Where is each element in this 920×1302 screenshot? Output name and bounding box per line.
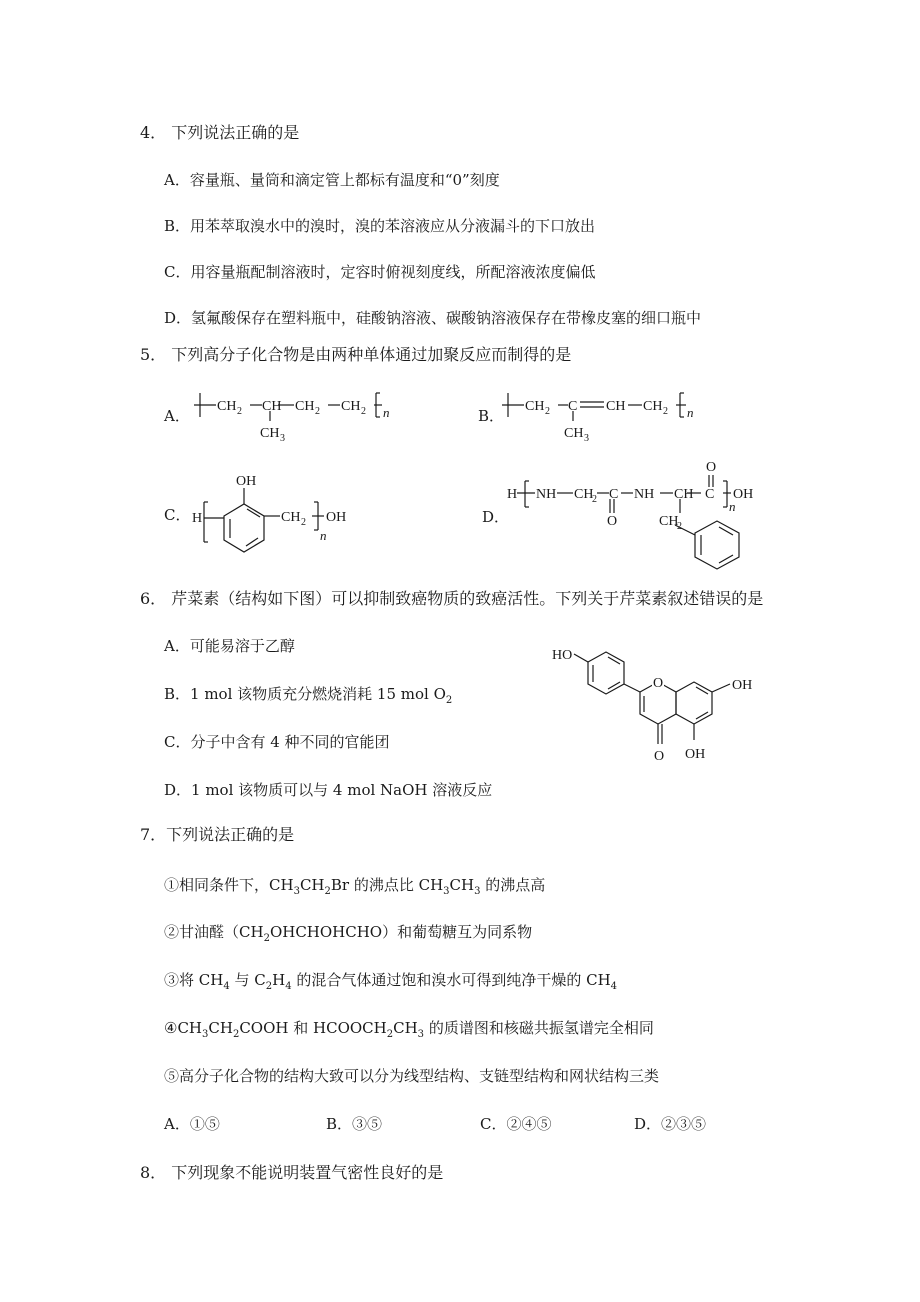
d-nh-2: NH	[634, 487, 655, 502]
q7-stem: 7．下列说法正确的是	[140, 825, 295, 844]
d-c-1: C	[609, 487, 619, 502]
apigenin-structure	[548, 640, 768, 770]
q5-label-c: C．	[164, 506, 191, 524]
b-c: C	[568, 399, 578, 414]
d-sub-1: 2	[592, 494, 597, 505]
b-ch2-2: CH	[643, 399, 663, 414]
q7-choice-b: B．③⑤	[326, 1115, 383, 1133]
b-sub-1: 2	[545, 406, 550, 417]
q5-stem: 5． 下列高分子化合物是由两种单体通过加聚反应而制得的是	[140, 345, 572, 364]
a-ch2-3: CH	[341, 399, 361, 414]
c-n: n	[320, 528, 327, 543]
apigenin-oh-2: OH	[685, 747, 706, 762]
apigenin-oh-1: OH	[732, 678, 753, 693]
d-sub-2: 2	[677, 521, 682, 532]
c-h: H	[192, 511, 203, 526]
q6-option-b: B．1 mol 该物质充分燃烧消耗 15 mol $O_2$	[164, 685, 453, 706]
q5-label-d: D．	[482, 508, 510, 526]
q5-label-b: B．	[478, 407, 505, 425]
d-ch2-2: CH	[659, 514, 679, 529]
q5-structure-c	[190, 468, 370, 558]
a-sub-2: 2	[315, 406, 320, 417]
q6-option-c: C．分子中含有 4 种不同的官能团	[164, 733, 390, 751]
d-oh: OH	[733, 487, 754, 502]
apigenin-ring-o: O	[653, 676, 664, 691]
q6-stem: 6． 芹菜素（结构如下图）可以抑制致癌物质的致癌活性。下列关于芹菜素叙述错误的是	[140, 589, 764, 608]
c-ch2: CH	[281, 510, 301, 525]
q7-choice-c: C．②④⑤	[480, 1115, 552, 1133]
q7-choice-d: D．②③⑤	[634, 1115, 707, 1133]
a-sub-3: 2	[361, 406, 366, 417]
c-sub: 2	[301, 517, 306, 528]
q7-statement-5: ⑤高分子化合物的结构大致可以分为线型结构、支链型结构和网状结构三类	[164, 1067, 660, 1085]
d-c-2: C	[705, 487, 715, 502]
b-ch: CH	[606, 399, 626, 414]
d-o-2: O	[706, 460, 717, 475]
b-ch3: CH	[564, 426, 584, 441]
q4-option-a: A．容量瓶、量筒和滴定管上都标有温度和“0”刻度	[164, 171, 500, 189]
a-ch2-2: CH	[295, 399, 315, 414]
d-h: H	[507, 487, 518, 502]
q4-option-d: D．氢氟酸保存在塑料瓶中，硅酸钠溶液、碳酸钠溶液保存在带橡皮塞的细口瓶中	[164, 309, 702, 327]
d-ch: CH	[674, 487, 694, 502]
a-n: n	[383, 405, 390, 420]
q7-statement-1: ①相同条件下，$CH_3CH_2Br$ 的沸点比 $CH_3CH_3$ 的沸点高	[164, 876, 546, 897]
b-sub-3: 3	[584, 433, 589, 444]
d-ch2-1: CH	[574, 487, 594, 502]
a-ch2-1: CH	[217, 399, 237, 414]
d-nh-1: NH	[536, 487, 557, 502]
q4-stem: 4． 下列说法正确的是	[140, 123, 300, 142]
q5-structure-d	[505, 455, 765, 570]
b-n: n	[687, 405, 694, 420]
d-n: n	[729, 499, 736, 514]
q4-option-b: B．用苯萃取溴水中的溴时，溴的苯溶液应从分液漏斗的下口放出	[164, 217, 596, 235]
d-o-1: O	[607, 514, 618, 529]
q5-label-a: A．	[164, 407, 190, 425]
q7-choice-a: A．①⑤	[164, 1115, 220, 1133]
b-ch2-1: CH	[525, 399, 545, 414]
q5-structure-b	[498, 385, 718, 445]
q6-option-d: D．1 mol 该物质可以与 4 mol NaOH 溶液反应	[164, 781, 493, 799]
q7-statement-2: ②甘油醛$(CH_2OHCHOHCHO)$和葡萄糖互为同系物	[164, 923, 533, 944]
c-oh-2: OH	[326, 510, 347, 525]
q5-structure-a	[190, 385, 410, 445]
q7-statement-3: ③将 $CH_4$ 与 $C_2H_4$ 的混合气体通过饱和溴水可得到纯净干燥的 $CH_4$	[164, 971, 618, 992]
a-ch: CH	[262, 399, 282, 414]
a-ch3: CH	[260, 426, 280, 441]
a-sub-1: 2	[237, 406, 242, 417]
q7-statement-4: $④CH_3CH_2COOH$ 和 $HCOOCH_2CH_3$ 的质谱图和核磁共振氢谱完全相同	[164, 1019, 654, 1040]
apigenin-ho: HO	[552, 648, 573, 663]
c-oh-1: OH	[236, 474, 257, 489]
q4-option-c: C．用容量瓶配制溶液时，定容时俯视刻度线，所配溶液浓度偏低	[164, 263, 596, 281]
b-sub-2: 2	[663, 406, 668, 417]
apigenin-keto-o: O	[654, 749, 665, 764]
q8-stem: 8． 下列现象不能说明装置气密性良好的是	[140, 1163, 444, 1182]
a-sub-4: 3	[280, 433, 285, 444]
q6-option-a: A．可能易溶于乙醇	[164, 637, 295, 655]
